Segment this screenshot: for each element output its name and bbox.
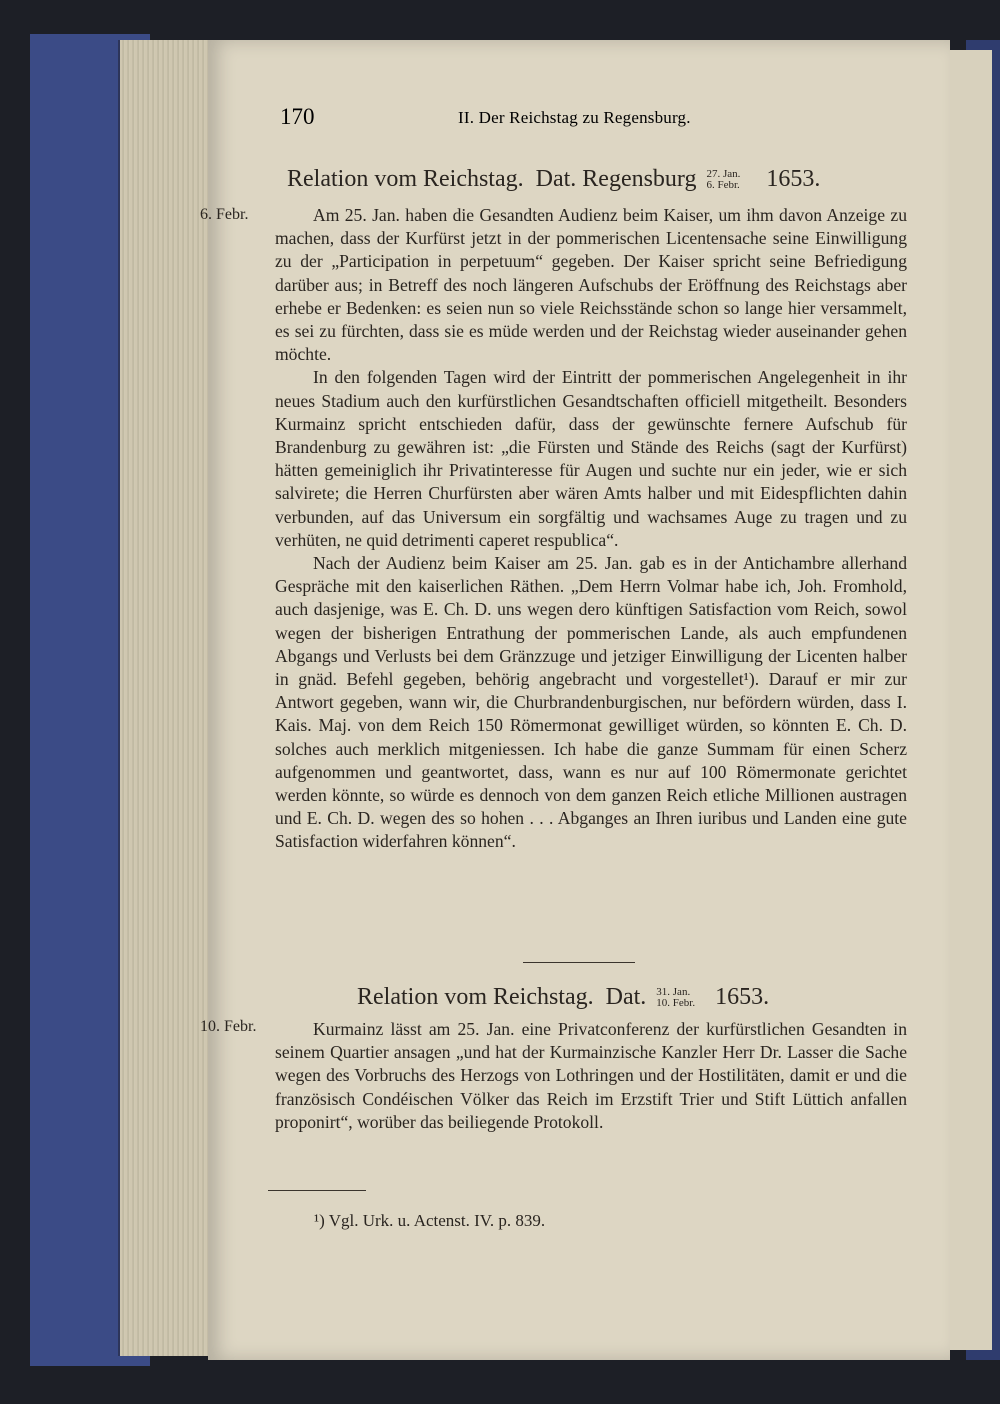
page-header [280,104,940,134]
section-body-1 [275,204,907,854]
heading-title: Relation vom Reichstag. Dat. [357,984,647,1010]
paragraph: Nach der Audienz beim Kaiser am 25. Jan. gab es in der Antichambre allerhand Gespräche mit den kaiserlichen Räthen. „Dem Herrn Volmar habe ich, Joh. Fromhold, auch dasjenige, was E. Ch. D. uns wegen dero künftigen Satisfaction vom Reich, sowol wegen der bisherigen Entrathung der pommerischen Lande, als auch empfundenen Abgangs und Verlusts bei dem Gränzzuge und jetziger Einwilligung der Licenten halber in gnäd. Befehl gegeben, behörig angebracht und vorgestellet¹). Darauf er mir zur Antwort gegeben, wann wir, die Churbrandenburgischen, nur befördern würden, dass I. Kais. Maj. von dem Reich 150 Römermonat gewilliget würden, so könnten E. Ch. D. solches auch merklich mitgeniessen. Ich habe die ganze Summam für einen Scherz aufgenommen und geantwortet, dass, wann es nur auf 100 Römermonate gerichtet werden könnte, so würde es dennoch von dem ganzen Reich etliche Millionen austragen und E. Ch. D. wegen des so hohen . . . Abganges an Ihren iuribus und Landen eine gute Satisfaction widerfahren können“. [275,553,907,852]
paragraph: Am 25. Jan. haben die Gesandten Audienz beim Kaiser, um ihm davon Anzeige zu machen, dass der Kurfürst jetzt in der pommerischen Licentensache seine Einwilligung zu der „Participation in perpetuum“ gegeben. Der Kaiser spricht seine Befriedigung darüber aus; in Betreff des noch längeren Aufschubs der Eröffnung des Reichstags aber erhebe er Bedenken: es seien nun so viele Reichsstände schon so lange hier versammelt, es sei zu fürchten, dass sie es müde werden und der Reichstag wieder auseinander gehen möchte. [275,205,907,365]
heading-title: Relation vom Reichstag. Dat. Regensburg [287,166,697,192]
page-stack-edge [118,40,216,1356]
footnote-rule [268,1190,366,1191]
date-top: 31. Jan. [656,986,691,999]
section-heading-2 [357,984,769,1011]
date-bottom: 10. Febr. [656,997,696,1010]
heading-year: 1653. [715,984,770,1010]
margin-date-2: 10. Febr. [200,1018,257,1035]
margin-date-1: 6. Febr. [200,206,249,223]
heading-year: 1653. [766,166,821,192]
paragraph: In den folgenden Tagen wird der Eintritt der pommerischen Angelegenheit in ihr neues Stadium auch den kurfürstlichen Gesandtschaften officiell mitgetheilt. Besonders Kurmainz spricht entschieden dafür, dass der gewünschte fernere Aufschub für Brandenburg zu gewähren ist: „die Fürsten und Stände des Reichs (sagt der Kurfürst) hätten gemeiniglich ihr Privatinteresse für Augen und suchte nur ein jeder, wie er sich salvirete; die Herren Churfürsten aber wären Amts halber und mit Eidespflichten dahin verbunden, auf das Universum ein sorgfältig und wachsames Auge zu tragen und zu verhüten, ne quid detrimenti caperet respublica“. [275,367,907,550]
heading-date-fraction [707,169,741,191]
footnote: ¹) Vgl. Urk. u. Actenst. IV. p. 839. [314,1211,546,1230]
running-head: II. Der Reichstag zu Regensburg. [458,108,691,127]
date-bottom: 6. Febr. [706,179,740,192]
section-body-2 [275,1018,907,1134]
heading-date-fraction [656,987,695,1009]
date-top: 27. Jan. [706,168,741,181]
facing-page-edge [946,50,992,1350]
section-divider [523,962,635,963]
page-number: 170 [280,104,315,129]
paragraph: Kurmainz lässt am 25. Jan. eine Privatconferenz der kurfürstlichen Gesandten in seinem Quartier ansagen „und hat der Kurmainzische Kanzler Herr Dr. Lasser die Sache wegen des Vorbruchs des Herzogs von Lothringen und der Hostilitäten, damit er und die französisch Condéischen Völker das Reich im Erzstift Trier und Stift Lüttich anfallen proponirt“, worüber das beiliegende Protokoll. [275,1019,907,1132]
section-heading-1 [287,166,820,193]
